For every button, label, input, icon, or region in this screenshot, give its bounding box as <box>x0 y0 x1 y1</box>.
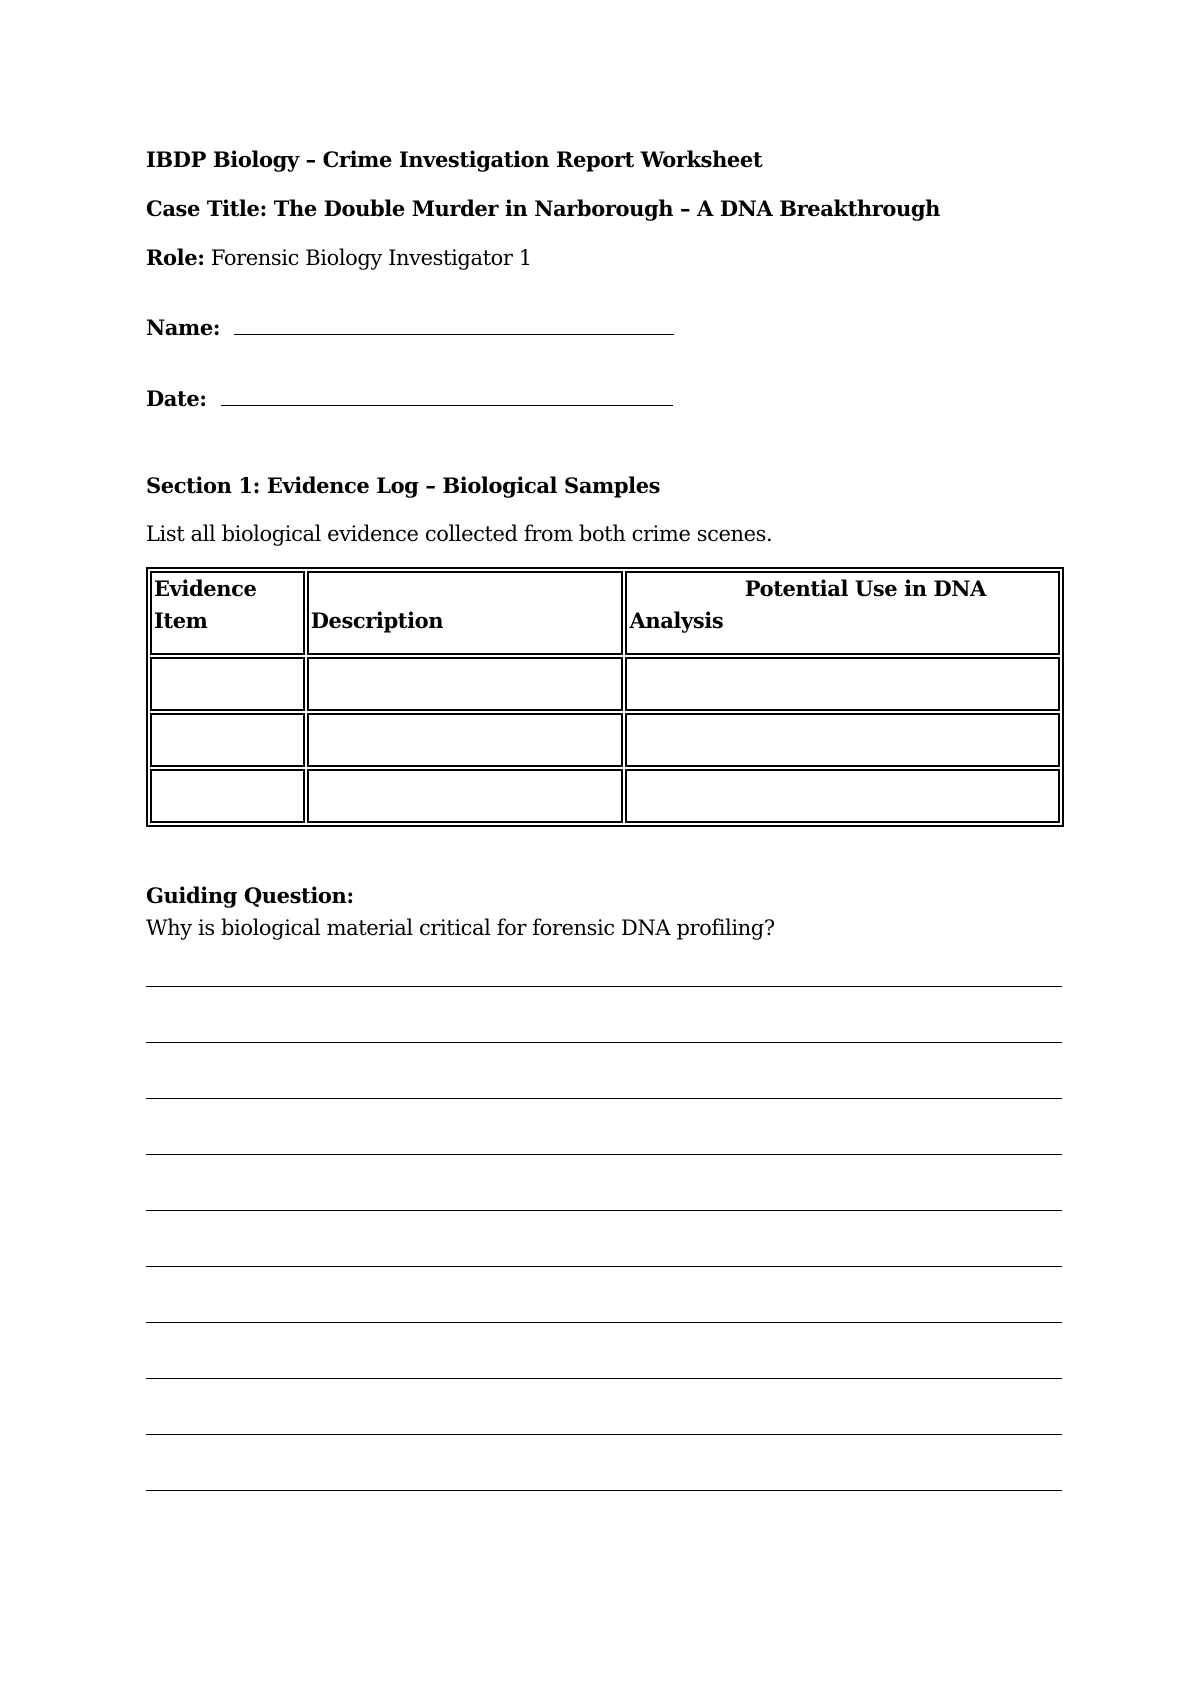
table-cell-evidence-item[interactable] <box>150 769 305 823</box>
column-header-potential-use-line1: Potential Use in DNA <box>744 576 986 601</box>
table-cell-description[interactable] <box>307 657 624 711</box>
table-cell-description[interactable] <box>307 769 624 823</box>
answer-line[interactable] <box>146 1378 1062 1379</box>
table-cell-evidence-item[interactable] <box>150 657 305 711</box>
table-row <box>150 769 1060 823</box>
table-cell-potential-use[interactable] <box>625 769 1060 823</box>
table-cell-evidence-item[interactable] <box>150 713 305 767</box>
section1-instruction: List all biological evidence collected from both crime scenes. <box>146 522 773 546</box>
answer-line[interactable] <box>146 986 1062 987</box>
column-header-potential-use <box>625 571 1060 655</box>
worksheet-title: IBDP Biology – Crime Investigation Report Worksheet <box>146 147 763 172</box>
guiding-question-label: Guiding Question: <box>146 883 354 908</box>
answer-line[interactable] <box>146 1434 1062 1435</box>
case-title: Case Title: The Double Murder in Narborough – A DNA Breakthrough <box>146 196 941 221</box>
column-header-description <box>307 571 624 655</box>
answer-line[interactable] <box>146 1490 1062 1491</box>
column-header-evidence-item-line2: Item <box>154 608 208 633</box>
role-value: Forensic Biology Investigator 1 <box>210 246 532 270</box>
column-header-evidence-item-line1: Evidence <box>154 576 257 601</box>
column-header-evidence-item <box>150 571 305 655</box>
table-row <box>150 657 1060 711</box>
answer-line[interactable] <box>146 1322 1062 1323</box>
answer-line[interactable] <box>146 1154 1062 1155</box>
date-line <box>146 385 673 413</box>
answer-line[interactable] <box>146 1098 1062 1099</box>
date-field[interactable] <box>221 385 673 406</box>
date-label: Date: <box>146 386 207 411</box>
answer-line[interactable] <box>146 1210 1062 1211</box>
section1-heading: Section 1: Evidence Log – Biological Samples <box>146 473 661 498</box>
table-cell-potential-use[interactable] <box>625 657 1060 711</box>
name-label: Name: <box>146 315 221 340</box>
name-line <box>146 314 674 342</box>
table-row <box>150 713 1060 767</box>
evidence-log-table <box>146 567 1064 827</box>
table-cell-description[interactable] <box>307 713 624 767</box>
table-header-row <box>150 571 1060 655</box>
role-label: Role: <box>146 245 205 270</box>
table-cell-potential-use[interactable] <box>625 713 1060 767</box>
column-header-potential-use-line2: Analysis <box>629 608 724 633</box>
role-line <box>146 244 532 272</box>
guiding-question-text: Why is biological material critical for forensic DNA profiling? <box>146 916 775 940</box>
column-header-description-label: Description <box>310 608 444 633</box>
answer-line[interactable] <box>146 1266 1062 1267</box>
name-field[interactable] <box>234 314 674 335</box>
answer-line[interactable] <box>146 1042 1062 1043</box>
